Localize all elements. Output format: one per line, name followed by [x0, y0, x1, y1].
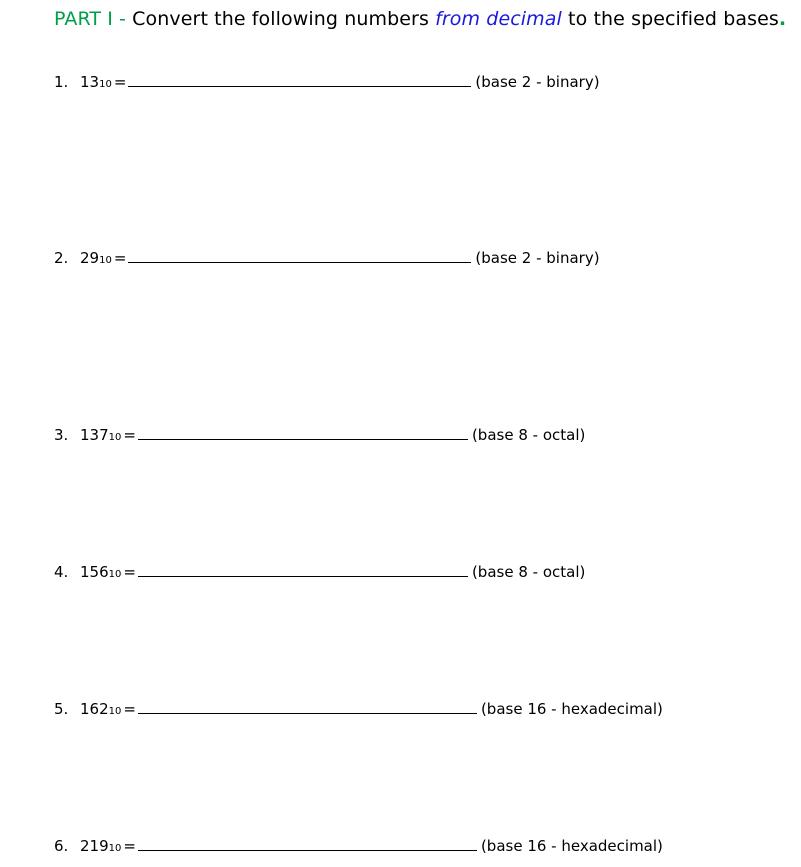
answer-blank[interactable]	[128, 248, 471, 263]
decimal-value: 15610	[80, 563, 122, 581]
base-hint: (base 16 - hexadecimal)	[480, 700, 663, 718]
base-subscript: 10	[99, 255, 112, 266]
question-1	[54, 72, 600, 94]
question-6	[54, 836, 663, 858]
base-subscript: 10	[108, 843, 122, 854]
answer-blank[interactable]	[138, 562, 468, 577]
decimal-value: 13710	[80, 426, 122, 444]
equals-sign: =	[123, 700, 136, 718]
base-subscript: 10	[99, 79, 112, 90]
answer-blank[interactable]	[138, 425, 468, 440]
answer-blank[interactable]	[138, 699, 477, 714]
part-label: PART I	[54, 8, 113, 30]
decimal-value: 16210	[80, 700, 122, 718]
question-4	[54, 562, 585, 584]
decimal-value: 1310	[80, 73, 112, 91]
question-2	[54, 248, 600, 270]
equals-sign: =	[123, 563, 136, 581]
page-heading	[54, 8, 786, 30]
equals-sign: =	[123, 426, 136, 444]
heading-text-before: Convert the following numbers	[132, 8, 436, 30]
heading-dash: -	[112, 8, 133, 30]
base-hint: (base 8 - octal)	[471, 426, 586, 444]
question-5	[54, 699, 663, 721]
question-number: 2.	[54, 249, 69, 267]
equals-sign: =	[113, 249, 127, 267]
question-number: 5.	[54, 700, 69, 718]
decimal-value: 21910	[80, 837, 122, 855]
heading-emphasis: from decimal	[435, 8, 562, 30]
base-subscript: 10	[108, 569, 122, 580]
decimal-value: 2910	[80, 249, 112, 267]
base-hint: (base 8 - octal)	[471, 563, 586, 581]
base-hint: (base 2 - binary)	[475, 73, 600, 91]
question-3	[54, 425, 585, 447]
equals-sign: =	[123, 837, 136, 855]
base-subscript: 10	[108, 706, 122, 717]
question-number: 6.	[54, 837, 69, 855]
answer-blank[interactable]	[138, 836, 477, 851]
base-subscript: 10	[108, 432, 122, 443]
question-number: 1.	[54, 73, 69, 91]
answer-blank[interactable]	[128, 72, 471, 87]
base-hint: (base 16 - hexadecimal)	[480, 837, 663, 855]
heading-end-mark: .	[778, 8, 787, 30]
question-number: 3.	[54, 426, 69, 444]
heading-text-after: to the specified bases	[561, 8, 779, 30]
equals-sign: =	[113, 73, 127, 91]
base-hint: (base 2 - binary)	[475, 249, 600, 267]
question-number: 4.	[54, 563, 69, 581]
